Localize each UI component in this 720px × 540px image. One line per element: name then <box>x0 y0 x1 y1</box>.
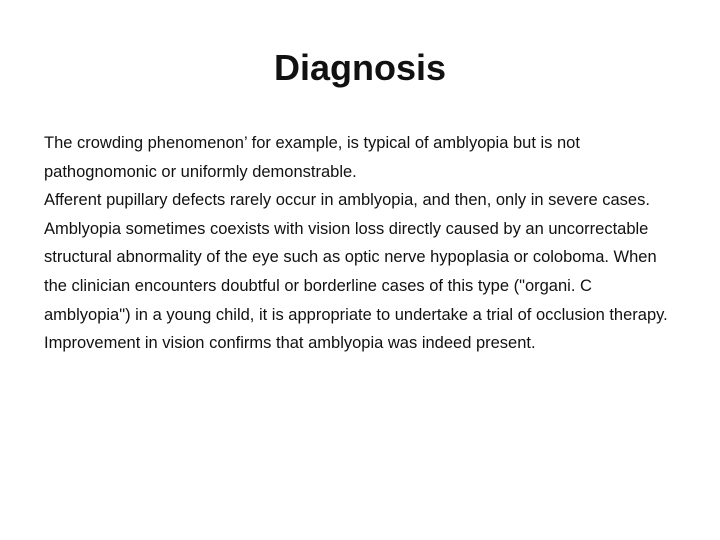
body-paragraph-crowding: The crowding phenomenon’ for example, is typical of amblyopia but is not pathognomonic or uniformly demonstrable. <box>44 134 580 181</box>
slide-body <box>44 129 680 358</box>
body-paragraph-afferent: Afferent pupillary defects rarely occur in amblyopia, and then, only in severe cases. Amblyopia sometimes coexists with vision loss directly caused by an uncorrectable structural abnormality of the eye such as optic nerve hypoplasia or coloboma. When the clinician encounters doubtful or borderline cases of this type ("organi. C amblyopia") in a young child, it is appropriate to undertake a trial of occlusion therapy. Improvement in vision confirms that amblyopia was indeed present. <box>44 191 668 353</box>
slide-title: Diagnosis <box>273 47 447 88</box>
